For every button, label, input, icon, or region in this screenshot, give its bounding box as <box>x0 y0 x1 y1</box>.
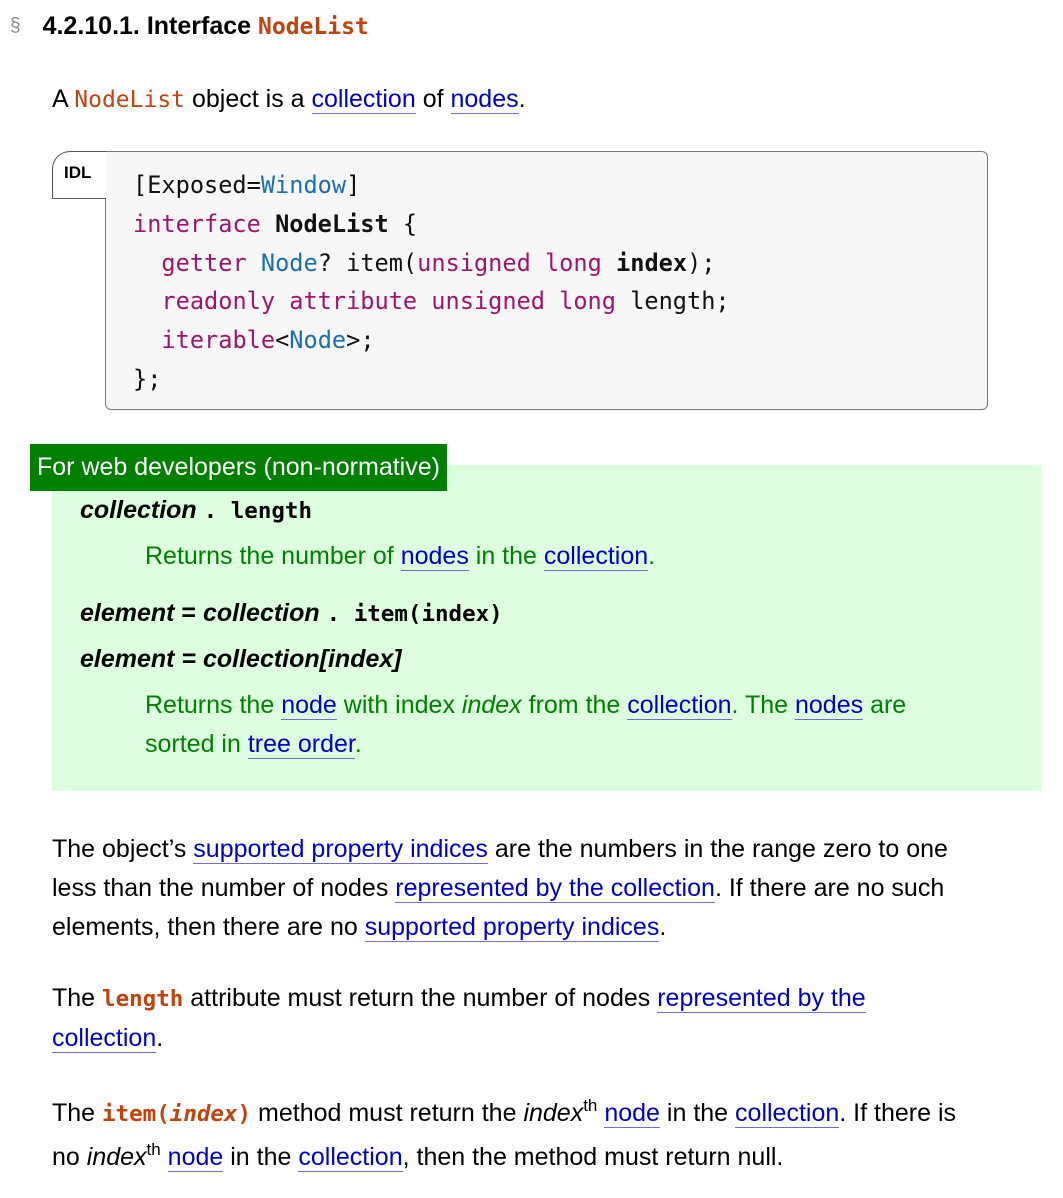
idl-type[interactable]: Node <box>289 326 347 355</box>
para-text: , then the method must return null. <box>402 1143 784 1171</box>
para-text: in the <box>666 1099 729 1127</box>
heading-code: NodeList <box>258 14 369 40</box>
term-var: collection <box>202 599 320 627</box>
term-text: = <box>174 599 203 627</box>
represented-by-collection-link[interactable]: represented by the collection <box>395 874 715 902</box>
para-text: . <box>659 913 667 941</box>
term-var: collection <box>80 496 197 524</box>
para-text: no <box>52 1143 80 1171</box>
idl-text: [Exposed= <box>133 171 261 199</box>
desc-text: . The <box>731 691 789 719</box>
item-code[interactable] <box>102 1101 251 1127</box>
para-text: method must return the <box>258 1099 517 1127</box>
para-text: The <box>52 984 96 1012</box>
intro-code[interactable]: NodeList <box>74 87 186 113</box>
collection-link[interactable]: collection <box>735 1099 840 1127</box>
collection-link[interactable]: collection <box>298 1143 403 1171</box>
para-var: index <box>86 1143 147 1171</box>
collection-link[interactable]: collection <box>311 85 416 113</box>
node-link[interactable]: node <box>604 1099 660 1127</box>
para-text: The <box>52 1099 96 1127</box>
idl-text: ); <box>687 248 716 277</box>
item-paragraph <box>52 1092 1052 1179</box>
para-text: are the numbers in the range zero to one <box>494 835 948 863</box>
idl-keyword: getter <box>161 248 247 277</box>
desc-text: from the <box>528 691 621 719</box>
idl-text: >; <box>346 326 375 355</box>
idl-tag: IDL <box>52 151 106 199</box>
represented-by-collection-link[interactable]: collection <box>52 1024 157 1052</box>
term-var: element <box>80 599 175 627</box>
intro-text: of <box>422 85 444 113</box>
note-desc-item <box>145 686 1005 764</box>
desc-text: with index <box>343 691 455 719</box>
note-term-length <box>80 496 312 525</box>
idl-type[interactable]: Node <box>260 248 318 277</box>
intro-text: A <box>52 85 68 113</box>
para-text: The object’s <box>52 835 187 863</box>
represented-by-collection-link[interactable]: represented by the <box>657 984 866 1012</box>
note-desc-length <box>145 537 655 576</box>
idl-keyword: unsigned long <box>417 248 602 277</box>
idl-type[interactable]: Window <box>260 171 347 199</box>
desc-text: sorted in <box>145 730 241 758</box>
collection-link[interactable]: collection <box>627 691 732 719</box>
section-anchor-link[interactable]: § <box>10 15 21 36</box>
length-code[interactable]: length <box>102 986 184 1012</box>
section-heading <box>10 12 369 41</box>
desc-var: index <box>461 691 522 719</box>
intro-text: . <box>518 85 526 113</box>
nodes-link[interactable]: nodes <box>795 691 864 719</box>
idl-arg[interactable]: index <box>616 248 688 277</box>
para-text: . If there are no such <box>714 874 945 902</box>
para-text: elements, then there are no <box>52 913 358 941</box>
idl-text: }; <box>133 364 162 393</box>
idl-keyword: interface <box>133 209 261 238</box>
node-link[interactable]: node <box>167 1143 224 1171</box>
item-code-arg: index <box>169 1101 238 1127</box>
term-code: . item(index) <box>326 601 503 627</box>
para-text: in the <box>230 1143 292 1171</box>
idl-text: { <box>388 209 418 238</box>
supported-indices-paragraph <box>52 830 1042 947</box>
item-code-text: item( <box>102 1101 170 1127</box>
idl-text: ] <box>346 171 361 199</box>
idl-keyword: readonly attribute unsigned long <box>161 287 616 316</box>
para-sup: th <box>146 1140 161 1159</box>
para-text: attribute must return the number of nodes <box>190 984 651 1012</box>
length-paragraph <box>52 979 1042 1058</box>
supported-property-indices-link[interactable]: supported property indices <box>193 835 488 863</box>
developer-note-tag: For web developers (non-normative) <box>30 444 447 491</box>
desc-text: in the <box>475 542 537 570</box>
idl-code <box>133 166 730 399</box>
idl-text: < <box>275 326 290 355</box>
intro-text: object is a <box>191 85 305 113</box>
para-text: . <box>156 1024 164 1052</box>
supported-property-indices-link[interactable]: supported property indices <box>364 913 660 941</box>
node-link[interactable]: node <box>281 691 337 719</box>
para-text: . If there is <box>839 1099 956 1127</box>
intro-paragraph <box>52 80 526 120</box>
collection-link[interactable]: collection <box>543 542 649 570</box>
para-text: less than the number of nodes <box>52 874 389 902</box>
nodes-link[interactable]: nodes <box>450 85 519 113</box>
desc-text: . <box>648 542 656 570</box>
para-var: index <box>523 1099 584 1127</box>
term-code: . length <box>203 498 313 524</box>
idl-text: length; <box>615 287 730 316</box>
idl-keyword: iterable <box>161 326 276 355</box>
para-sup: th <box>583 1096 598 1115</box>
desc-text: . <box>354 730 362 758</box>
idl-text: ? item( <box>317 248 418 277</box>
desc-text: are <box>870 691 907 719</box>
note-term-index: element = collection[index] <box>80 645 402 673</box>
note-term-item <box>80 599 503 628</box>
item-code-text: ) <box>237 1101 252 1127</box>
tree-order-link[interactable]: tree order <box>247 730 355 758</box>
desc-text: Returns the <box>145 691 275 719</box>
desc-text: Returns the number of <box>145 542 394 570</box>
heading-title: 4.2.10.1. Interface <box>42 12 252 40</box>
nodes-link[interactable]: nodes <box>400 542 469 570</box>
idl-interface-name[interactable]: NodeList <box>275 209 389 238</box>
